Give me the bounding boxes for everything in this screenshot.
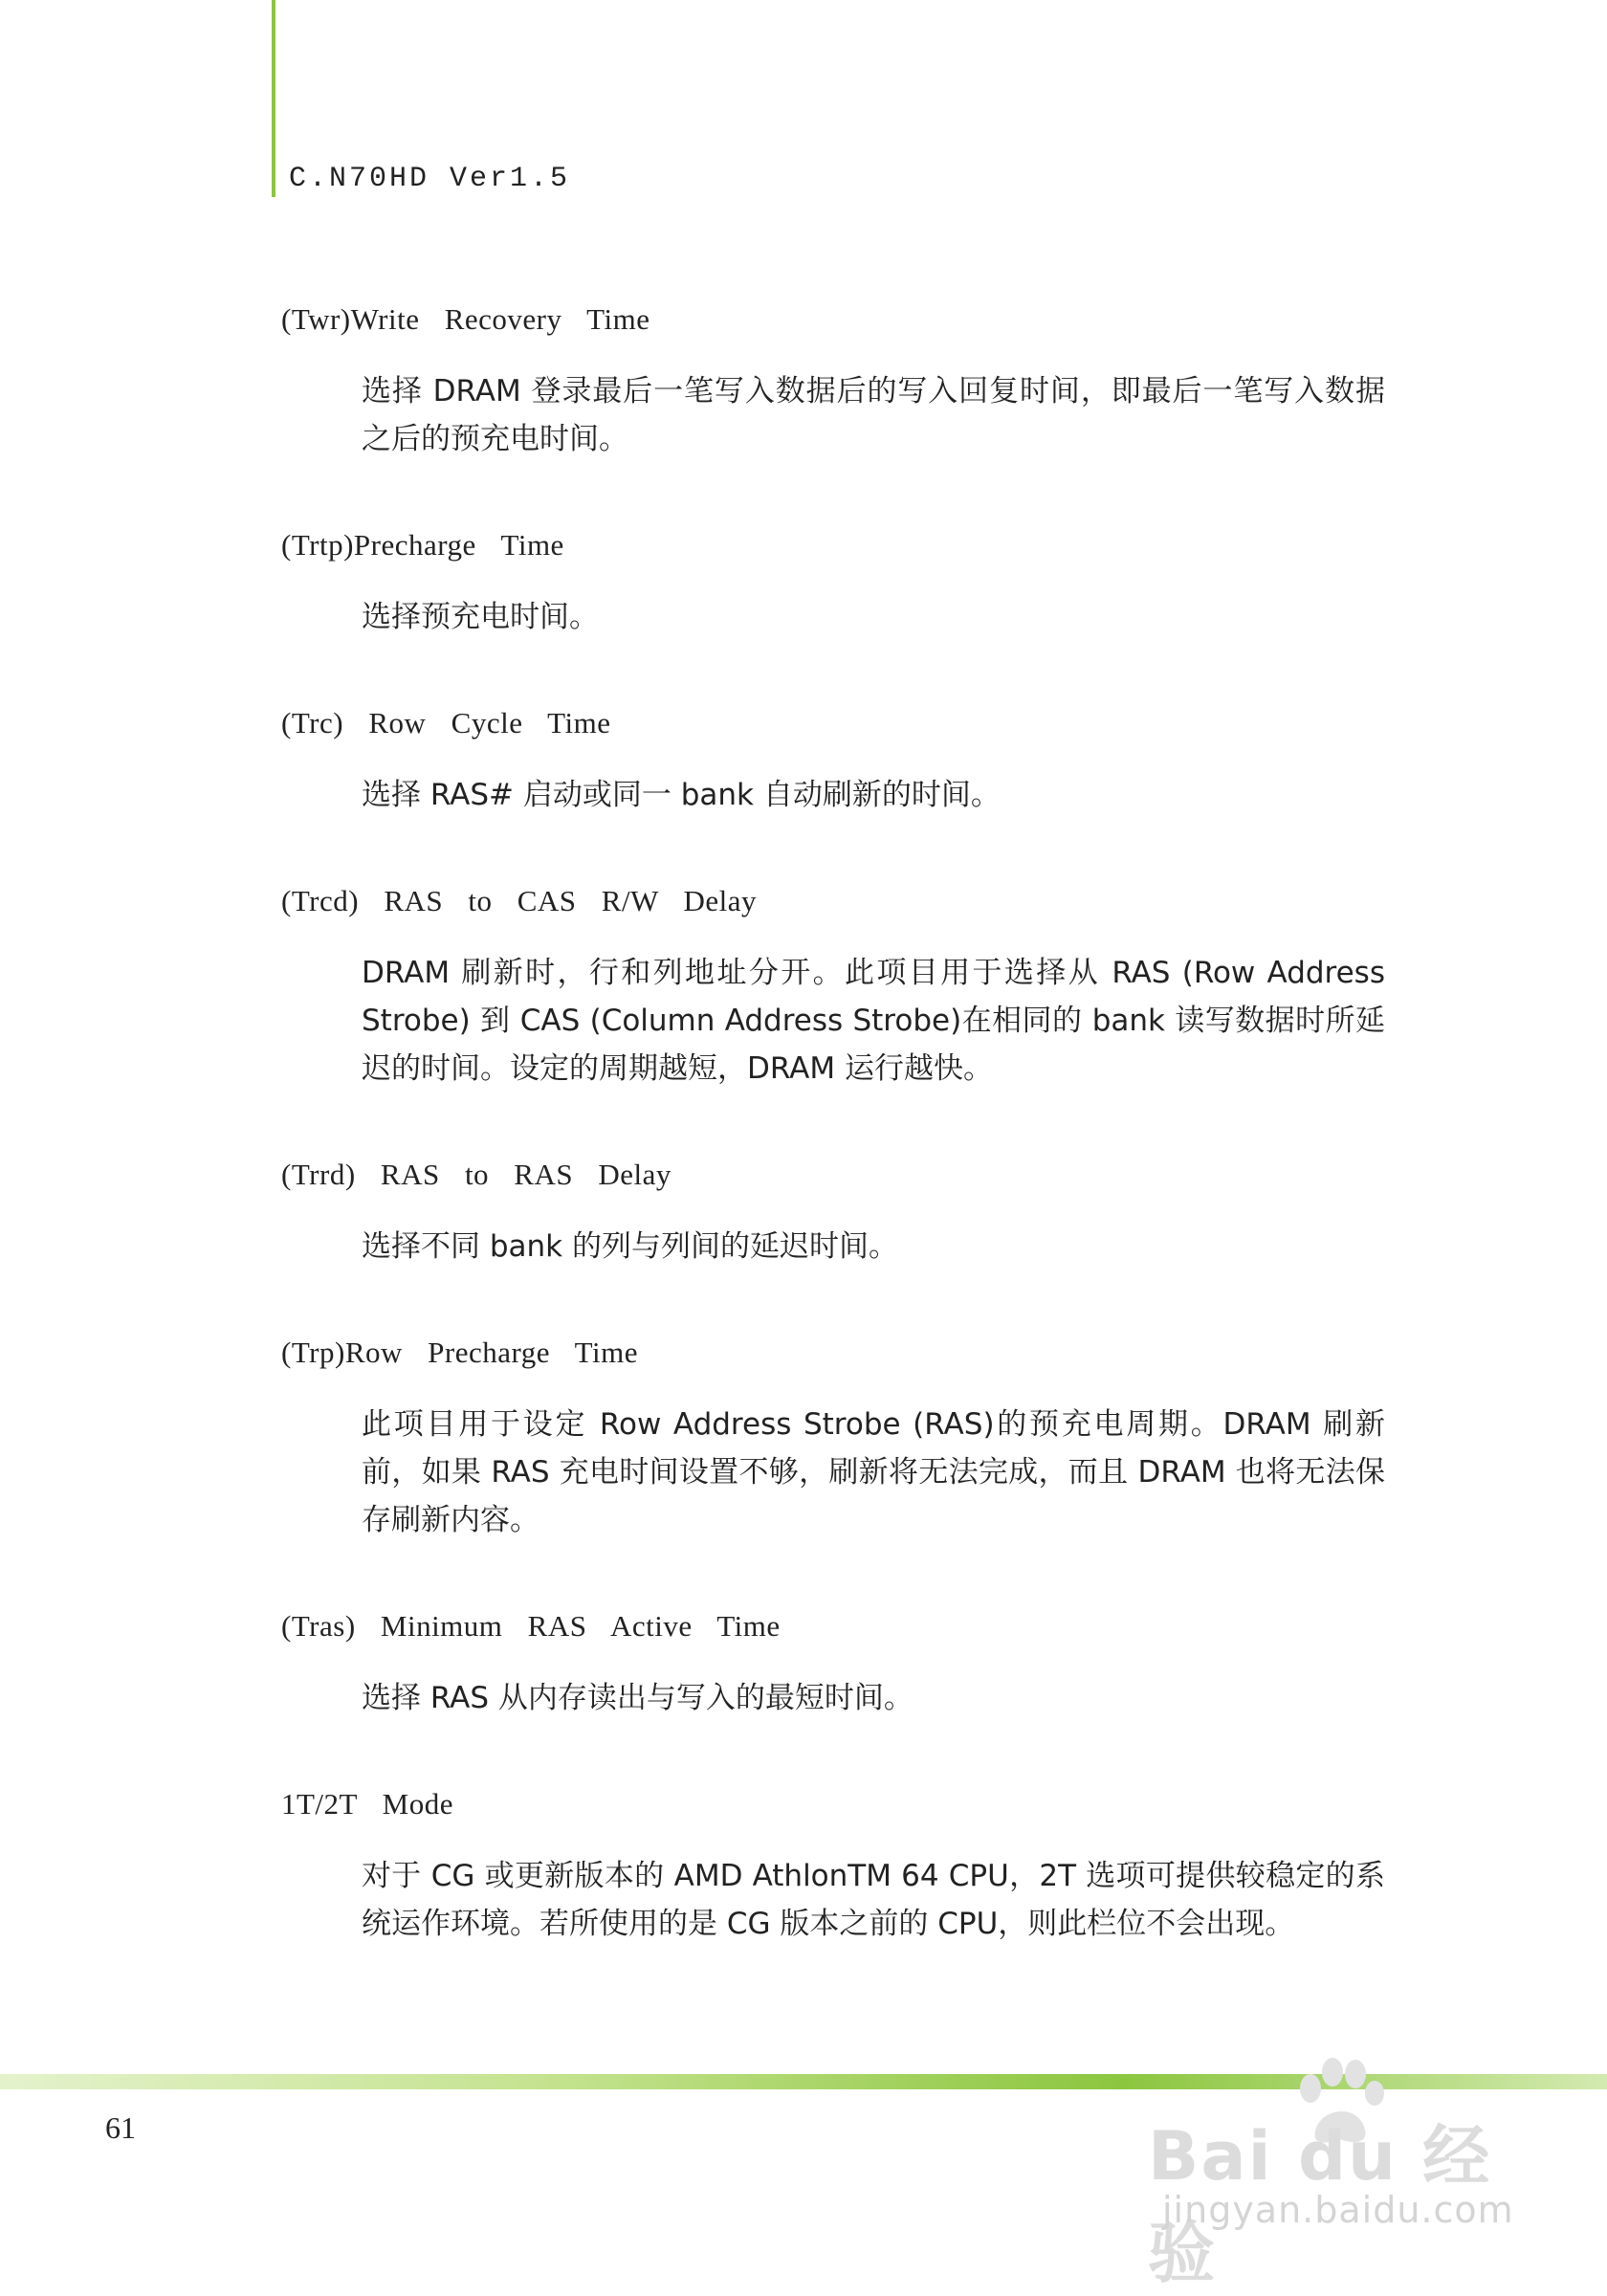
section-description: 对于 CG 或更新版本的 AMD AthlonTM 64 CPU，2T 选项可提供较稳定的系统运作环境。若所使用的是 CG 版本之前的 CPU，则此栏位不会出现。 — [362, 1859, 1385, 1941]
section-description: DRAM 刷新时，行和列地址分开。此项目用于选择从 RAS (Row Address Strobe) 到 CAS (Column Address Strobe)在相同的 bank 读写数据时所延迟的时间。设定的周期越短，DRAM 运行越快。 — [362, 956, 1385, 1086]
section-description: 选择不同 bank 的列与列间的延迟时间。 — [362, 1229, 898, 1264]
section-description: 选择 RAS# 启动或同一 bank 自动刷新的时间。 — [362, 778, 1001, 812]
section-title: (Trp)Row Precharge Time — [281, 1336, 639, 1369]
section-description: 选择 RAS 从内存读出与写入的最短时间。 — [362, 1681, 914, 1715]
document-id: C.N70HD Ver1.5 — [289, 163, 571, 195]
watermark-url: jingyan.baidu.com — [1162, 2189, 1514, 2231]
baidu-watermark — [1148, 2055, 1530, 2292]
section-trtp — [281, 520, 1420, 641]
section-trp — [281, 1328, 1420, 1544]
section-1t2t-mode — [281, 1779, 1420, 1948]
section-tras — [281, 1601, 1420, 1722]
section-twr — [281, 295, 1420, 463]
section-description: 此项目用于设定 Row Address Strobe (RAS)的预充电周期。DRAM 刷新前，如果 RAS 充电时间设置不够，刷新将无法完成，而且 DRAM 也将无法保存刷新内容。 — [362, 1407, 1385, 1537]
watermark-brand: Bai du 经验 — [1148, 2117, 1492, 2292]
section-trrd — [281, 1150, 1420, 1270]
section-trc — [281, 698, 1420, 819]
section-title: (Trc) Row Cycle Time — [281, 706, 611, 740]
section-title: (Trcd) RAS to CAS R/W Delay — [281, 884, 758, 917]
section-title: (Trrd) RAS to RAS Delay — [281, 1158, 671, 1191]
page-number: 61 — [105, 2110, 136, 2145]
header-accent-line — [272, 0, 275, 197]
section-title: 1T/2T Mode — [281, 1787, 453, 1821]
section-description: 选择 DRAM 登录最后一笔写入数据后的写入回复时间，即最后一笔写入数据之后的预充电时间。 — [362, 374, 1385, 456]
section-trcd — [281, 876, 1420, 1093]
section-title: (Tras) Minimum RAS Active Time — [281, 1609, 781, 1643]
section-title: (Twr)Write Recovery Time — [281, 302, 650, 336]
section-description: 选择预充电时间。 — [362, 600, 599, 634]
section-title: (Trtp)Precharge Time — [281, 528, 564, 562]
document-body — [281, 295, 1420, 1948]
